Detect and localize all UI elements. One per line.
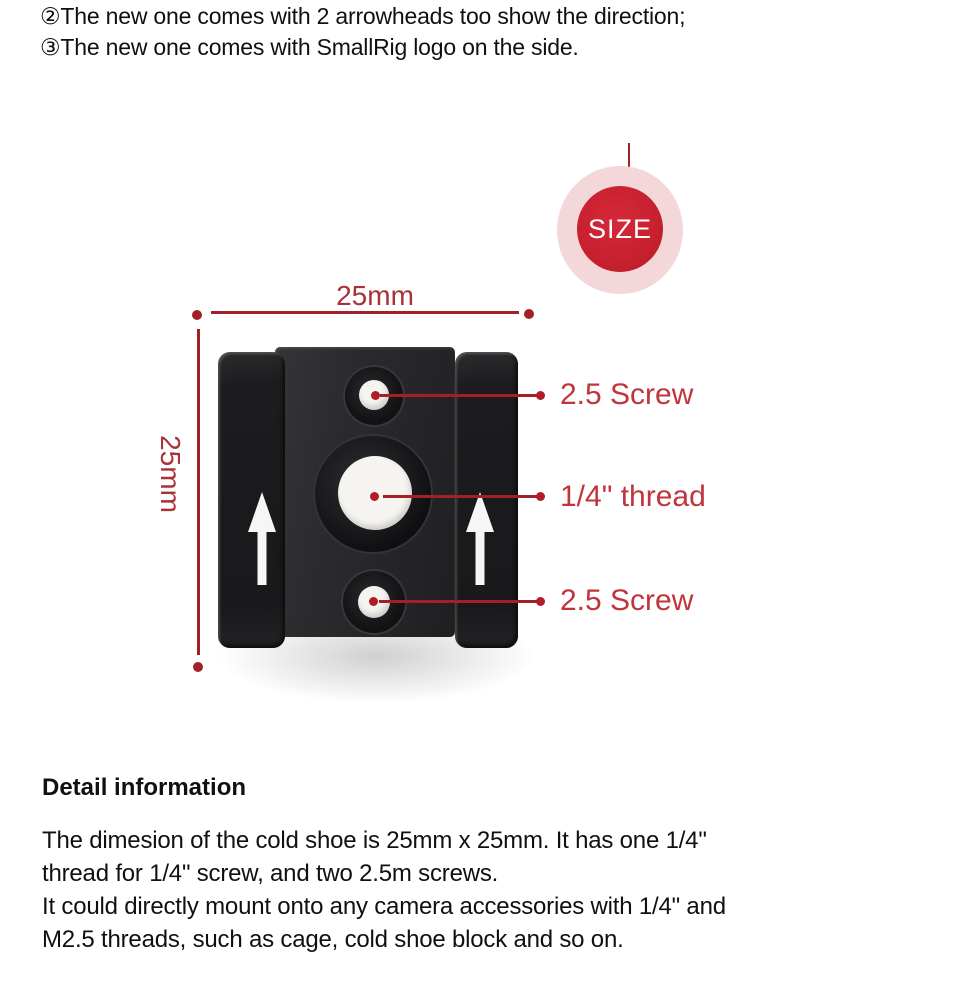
width-dim-dot-right (524, 309, 534, 319)
up-arrow-icon-right (466, 492, 494, 585)
center-hole-marker-dot (370, 492, 379, 501)
bottom-leader-line (379, 600, 537, 603)
annotation-center-thread: 1/4" thread (560, 480, 706, 513)
size-badge (577, 186, 663, 272)
top-leader-end-dot (536, 391, 545, 400)
intro-text (40, 1, 685, 63)
top-hole-marker-dot (371, 391, 380, 400)
width-dimension-line (211, 311, 519, 314)
detail-line-1: The dimesion of the cold shoe is 25mm x 25mm. It has one 1/4" (42, 827, 707, 854)
bottom-hole-marker-dot (369, 597, 378, 606)
width-dimension-label: 25mm (336, 280, 414, 311)
bottom-leader-end-dot (536, 597, 545, 606)
detail-line-4: M2.5 threads, such as cage, cold shoe block and so on. (42, 926, 624, 953)
width-dim-dot-left (192, 310, 202, 320)
intro-line-2: ③The new one comes with SmallRig logo on the side. (40, 34, 579, 60)
intro-line-1: ②The new one comes with 2 arrowheads too show the direction; (40, 3, 686, 29)
detail-information-body (42, 824, 726, 956)
height-dimension-line (197, 329, 200, 655)
center-leader-line (383, 495, 537, 498)
detail-line-2: thread for 1/4" screw, and two 2.5m screws. (42, 860, 499, 887)
detail-line-3: It could directly mount onto any camera accessories with 1/4" and (42, 893, 726, 920)
height-dim-dot-bottom (193, 662, 203, 672)
up-arrow-icon-left (248, 492, 276, 585)
annotation-top-screw: 2.5 Screw (560, 378, 694, 411)
detail-information-heading: Detail information (42, 774, 247, 801)
height-dimension-label: 25mm (155, 435, 186, 513)
center-leader-end-dot (536, 492, 545, 501)
size-badge-label: SIZE (587, 213, 652, 244)
annotation-bottom-screw: 2.5 Screw (560, 584, 694, 617)
top-leader-line (380, 394, 537, 397)
